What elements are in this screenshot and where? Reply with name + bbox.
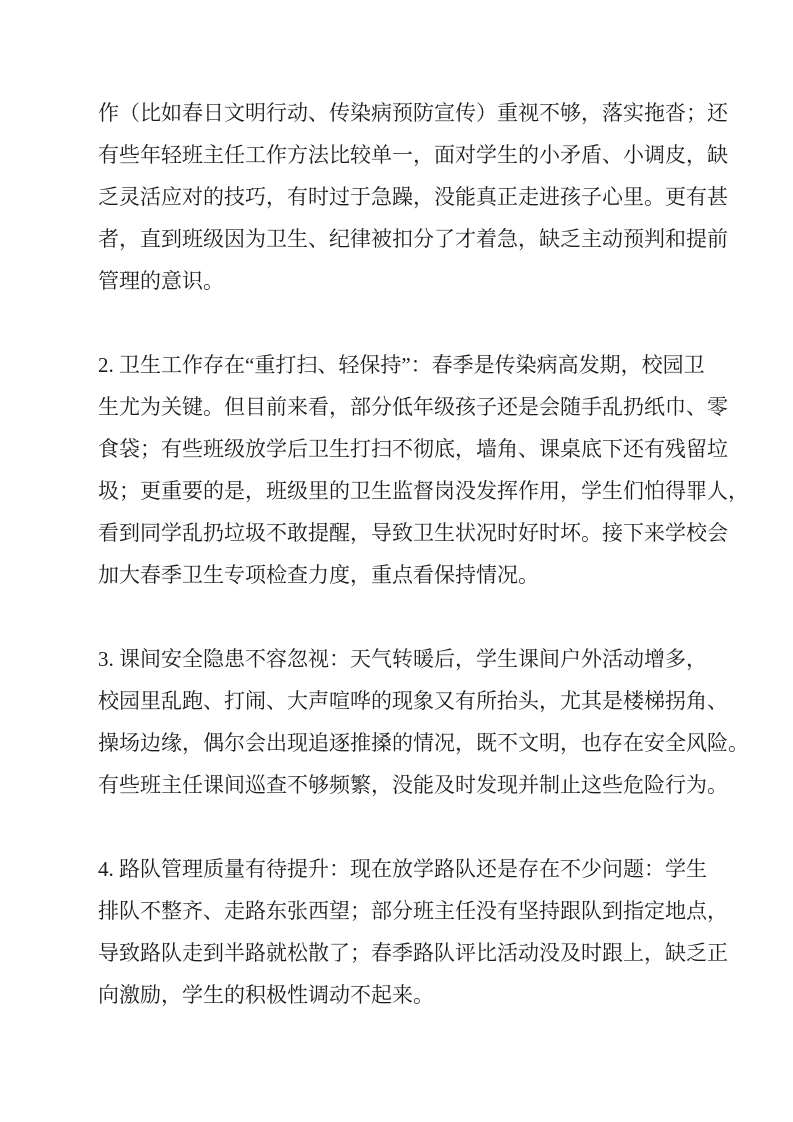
text-line: 向激励，学生的积极性调动不起来。	[98, 983, 434, 1007]
text-line: 管理的意识。	[98, 269, 224, 293]
text-line: 者，直到班级因为卫生、纪律被扣分了才着急，缺乏主动预判和提前	[98, 227, 728, 251]
text-line: 排队不整齐、走路东张西望；部分班主任没有坚持跟队到指定地点，	[98, 899, 728, 923]
document-body	[98, 92, 749, 1016]
paragraph-2	[98, 344, 749, 596]
paragraph-1	[98, 92, 728, 302]
text-line: 校园里乱跑、打闹、大声喧哗的现象又有所抬头，尤其是楼梯拐角、	[98, 689, 728, 713]
text-line: 乏灵活应对的技巧，有时过于急躁，没能真正走进孩子心里。更有甚	[98, 185, 728, 209]
text-line: 操场边缘，偶尔会出现追逐推搡的情况，既不文明，也存在安全风险。	[98, 731, 749, 755]
text-line: 看到同学乱扔垃圾不敢提醒，导致卫生状况时好时坏。接下来学校会	[98, 521, 728, 545]
text-line: 3. 课间安全隐患不容忽视：天气转暖后，学生课间户外活动增多，	[98, 647, 707, 671]
text-line: 作（比如春日文明行动、传染病预防宣传）重视不够，落实拖沓；还	[98, 101, 728, 125]
text-line: 生尤为关键。但目前来看，部分低年级孩子还是会随手乱扔纸巾、零	[98, 395, 728, 419]
text-line: 食袋；有些班级放学后卫生打扫不彻底，墙角、课桌底下还有残留垃	[98, 437, 728, 461]
paragraph-4	[98, 848, 728, 1016]
text-line: 2. 卫生工作存在“重打扫、轻保持”：春季是传染病高发期，校园卫	[98, 353, 705, 377]
text-line: 4. 路队管理质量有待提升：现在放学路队还是存在不少问题：学生	[98, 857, 707, 881]
text-line: 导致路队走到半路就松散了；春季路队评比活动没及时跟上，缺乏正	[98, 941, 728, 965]
text-line: 圾；更重要的是，班级里的卫生监督岗没发挥作用，学生们怕得罪人，	[98, 479, 749, 503]
text-line: 有些班主任课间巡查不够频繁，没能及时发现并制止这些危险行为。	[98, 773, 728, 797]
text-line: 有些年轻班主任工作方法比较单一，面对学生的小矛盾、小调皮，缺	[98, 143, 728, 167]
paragraph-3	[98, 638, 749, 806]
text-line: 加大春季卫生专项检查力度，重点看保持情况。	[98, 563, 539, 587]
